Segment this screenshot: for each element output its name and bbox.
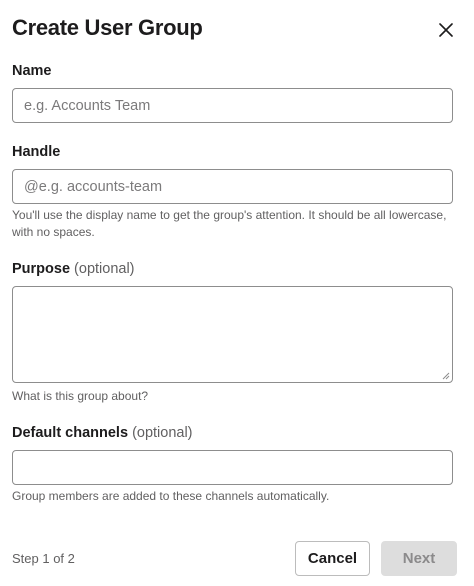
channels-field[interactable] <box>12 450 453 485</box>
step-indicator: Step 1 of 2 <box>12 551 75 566</box>
channels-help-text: Group members are added to these channels automatically. <box>12 489 330 503</box>
close-button[interactable] <box>435 19 457 41</box>
resize-grip-icon[interactable] <box>441 371 450 380</box>
cancel-button[interactable]: Cancel <box>295 541 370 576</box>
purpose-label-text: Purpose <box>12 261 71 277</box>
handle-input[interactable] <box>39 170 441 203</box>
handle-prefix: @ <box>24 178 39 195</box>
close-icon <box>439 23 453 37</box>
next-button[interactable]: Next <box>381 541 457 576</box>
handle-help-text: You'll use the display name to get the group's attention. It should be all lowercase, with no spaces. <box>12 208 447 239</box>
purpose-optional-text: (optional) <box>74 261 135 277</box>
channels-input[interactable] <box>24 451 441 484</box>
name-label <box>12 63 52 79</box>
dialog-title: Create User Group <box>12 15 203 40</box>
channels-optional-text: (optional) <box>132 425 193 441</box>
purpose-textarea[interactable] <box>12 286 453 383</box>
channels-label-text: Default channels <box>12 425 129 441</box>
name-input[interactable] <box>24 89 441 122</box>
purpose-help-text: What is this group about? <box>12 389 149 403</box>
handle-label <box>12 144 60 160</box>
purpose-label <box>12 261 135 277</box>
handle-field[interactable] <box>12 169 453 204</box>
channels-label <box>12 425 193 441</box>
name-label-text: Name <box>12 63 52 79</box>
name-field[interactable] <box>12 88 453 123</box>
handle-label-text: Handle <box>12 144 61 160</box>
